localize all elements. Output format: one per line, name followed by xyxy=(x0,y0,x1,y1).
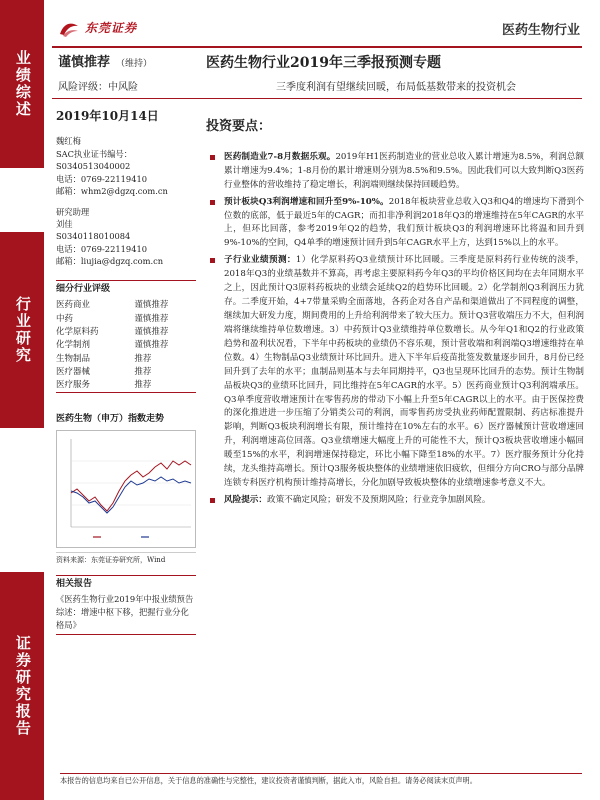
logo-mark-icon xyxy=(58,20,80,38)
sub-industry-name: 中药 xyxy=(56,313,74,324)
sub-industry-name: 化学原料药 xyxy=(56,326,99,337)
analyst-cert: S0340513040002 xyxy=(56,161,131,172)
bullet-icon xyxy=(210,258,215,263)
assistant-phone: 电话：0769-22119410 xyxy=(56,243,148,254)
point-1: 医药制造业7-8月数据乐观。2019年H1医药制造业的营业总收入累计增速为8.5%，利润总额累计增速为9.4%；1-8月份的累计增速则分别为8.5%和9.5%。因此我们可以大致判断Q3医药行业整体的营收维持了稳定增长，利润端则继续保持回暖趋势。 xyxy=(206,151,584,193)
side-label-report: 证券研究报告 xyxy=(0,572,44,800)
bullet-icon xyxy=(210,200,215,205)
rating: 谨慎推荐 （维持） xyxy=(58,55,153,70)
logo-text: 东莞证券 xyxy=(85,21,138,36)
bullet-icon xyxy=(210,498,215,503)
sub-industry-row xyxy=(56,312,196,325)
sub-industry-name: 生物制品 xyxy=(56,353,91,364)
report-subtitle: 三季度利润有望继续回暖，布局低基数带来的投资机会 xyxy=(276,82,516,93)
header-divider xyxy=(52,46,582,48)
analyst-name: 魏红梅 xyxy=(56,136,81,147)
sub-industry-row xyxy=(56,325,196,338)
sub-industry-name: 医疗器械 xyxy=(56,366,91,377)
analyst-cert-label: SAC执业证书编号： xyxy=(56,148,133,159)
header-industry: 医药生物行业 xyxy=(501,23,580,38)
key-points-title: 投资要点： xyxy=(206,119,272,134)
footer-disclaimer: 本报告的信息均来自已公开信息，关于信息的准确性与完整性，建议投资者谨慎判断，据此入市，风险自担。请务必阅读末页声明。 xyxy=(60,773,582,786)
sub-industry-table xyxy=(56,299,196,393)
side-label-research: 行业研究 xyxy=(0,232,44,428)
right-column xyxy=(206,118,584,511)
sub-industry-rating: 推荐 xyxy=(134,380,152,391)
sub-industry-row xyxy=(56,339,196,352)
index-chart-svg xyxy=(57,431,195,547)
left-column xyxy=(56,108,196,635)
related-title: 相关报告 xyxy=(56,575,196,591)
related-report[interactable]: 《医药生物行业2019年中报业绩预告综述：增速中枢下移，把握行业分化格局》 xyxy=(56,593,196,635)
point-3: 子行业业绩预测：1）化学原料药Q3业绩预计环比回暖。三季度是原料药行业传统的淡季，2018年Q3的业绩基数并不算高，再考虑主要原料药今年Q3的平均价格区间均在去年同期水平之上，因此预计Q3原料药板块的业绩会延续Q2的趋势环比回暖。2）化学制剂Q3利润压力犹存。二季度开始，4+7带量采购全面落地，各药企对各自产品和渠道做出了不同程度的调整，继续加大研发力度，期间费用的上升给利润带来了较大压力。预计Q3营收端压力不大，但利润端将继续维持单位数增速。3）中药预计Q3业绩维持单位数增长。从今年Q1和Q2的行业政策趋势和盈利状况看，下半年中药板块的业绩仍不容乐观，预计营收端和利润端Q3增速维持在单位数。4）生物制品Q3业绩预计环比回升。进入下半年后疫苗批签发数量逐步回升，8月份已经回升到了去年的水平；血制品则基本与去年同期持平，Q3也呈现环比回升的态势。预计生物制品板块Q3的业绩环比回升，同比维持在5年CAGR的水平。5）医药商业预计Q3利润端承压。Q3单季度营收增速预计在零售药房的带动下小幅上升至5年CAGR以上的水平。由于医保控费的深化推进进一步压缩了分销类公司的利润，而零售药房受执业药师配置限制、药店标准提升影响，判断Q3板块利润增长有限，预计维持在10%左右的水平。6）医疗器械预计营收增速回升，利润增速高位回落。Q3业绩增速大幅度上升的可能性不大，预计Q3板块营收增速小幅回暖至15%的水平，利润增速保持稳定，环比小幅下降至18%的水平。7）医疗服务预计分化持续，龙头维持高增长。预计Q3服务板块整体的业绩增速依旧疲软，但细分方向CRO与部分品牌连锁专科医疗机构预计维持高增长，分化加剧导致板块整体的业绩增速参考意义不大。 xyxy=(206,254,584,491)
assistant-cert: S0340118010084 xyxy=(56,231,131,242)
assistant-email[interactable]: 邮箱：liujia@dgzq.com.cn xyxy=(56,256,164,267)
analyst-phone: 电话：0769-22119410 xyxy=(56,173,148,184)
point-4: 风险提示：政策不确定风险；研发不及预期风险；行业竞争加剧风险。 xyxy=(206,494,584,508)
point-2: 预计板块Q3利润增速和回升至9%-10%。2018年板块营业总收入Q3和Q4的增速均下滑到个位数的底部，低于最近5年的CAGR；而扣非净利润2018年Q3的增速维持在5年CAGR的水平上，但环比回落，参考2019年Q2的趋势，我们预计板块Q3的利润增速环比将温和回升到9%-10%的空间，Q4单季的增速预计回升到5年CAGR水平上方，达到15%以上的水平。 xyxy=(206,196,584,252)
bullet-icon xyxy=(210,155,215,160)
sub-industry-rating: 谨慎推荐 xyxy=(134,300,169,311)
sub-industry-rating: 谨慎推荐 xyxy=(134,340,169,351)
sub-industry-row xyxy=(56,299,196,312)
sub-industry-row xyxy=(56,352,196,365)
sub-industry-row xyxy=(56,365,196,378)
assistant-name: 刘佳 xyxy=(56,219,73,230)
sub-industry-name: 化学制剂 xyxy=(56,340,91,351)
sub-industry-rating: 推荐 xyxy=(134,353,152,364)
sub-industry-row xyxy=(56,379,196,393)
analyst-info xyxy=(56,135,196,267)
report-title: 医药生物行业2019年三季报预测专题 xyxy=(206,55,441,71)
sub-industry-name: 医药商业 xyxy=(56,300,91,311)
assistant-role: 研究助理 xyxy=(56,206,90,217)
subtitle-divider xyxy=(52,98,582,99)
company-logo xyxy=(58,20,137,38)
sub-industry-rating: 谨慎推荐 xyxy=(134,313,169,324)
sub-industry-rating: 推荐 xyxy=(134,366,152,377)
side-label-summary: 业绩综述 xyxy=(0,0,44,168)
chart-source: 资料来源：东莞证券研究所，Wind xyxy=(56,552,196,565)
index-chart xyxy=(56,430,196,548)
risk-rating: 风险评级：中风险 xyxy=(58,82,138,93)
sub-industry-title: 细分行业评级 xyxy=(56,280,196,296)
analyst-email[interactable]: 邮箱：whm2@dgzq.com.cn xyxy=(56,186,168,197)
sub-industry-name: 医疗服务 xyxy=(56,380,91,391)
sub-industry-rating: 谨慎推荐 xyxy=(134,326,169,337)
report-date: 2019年10月14日 xyxy=(56,109,159,123)
chart-title: 医药生物（申万）指数走势 xyxy=(56,414,165,424)
